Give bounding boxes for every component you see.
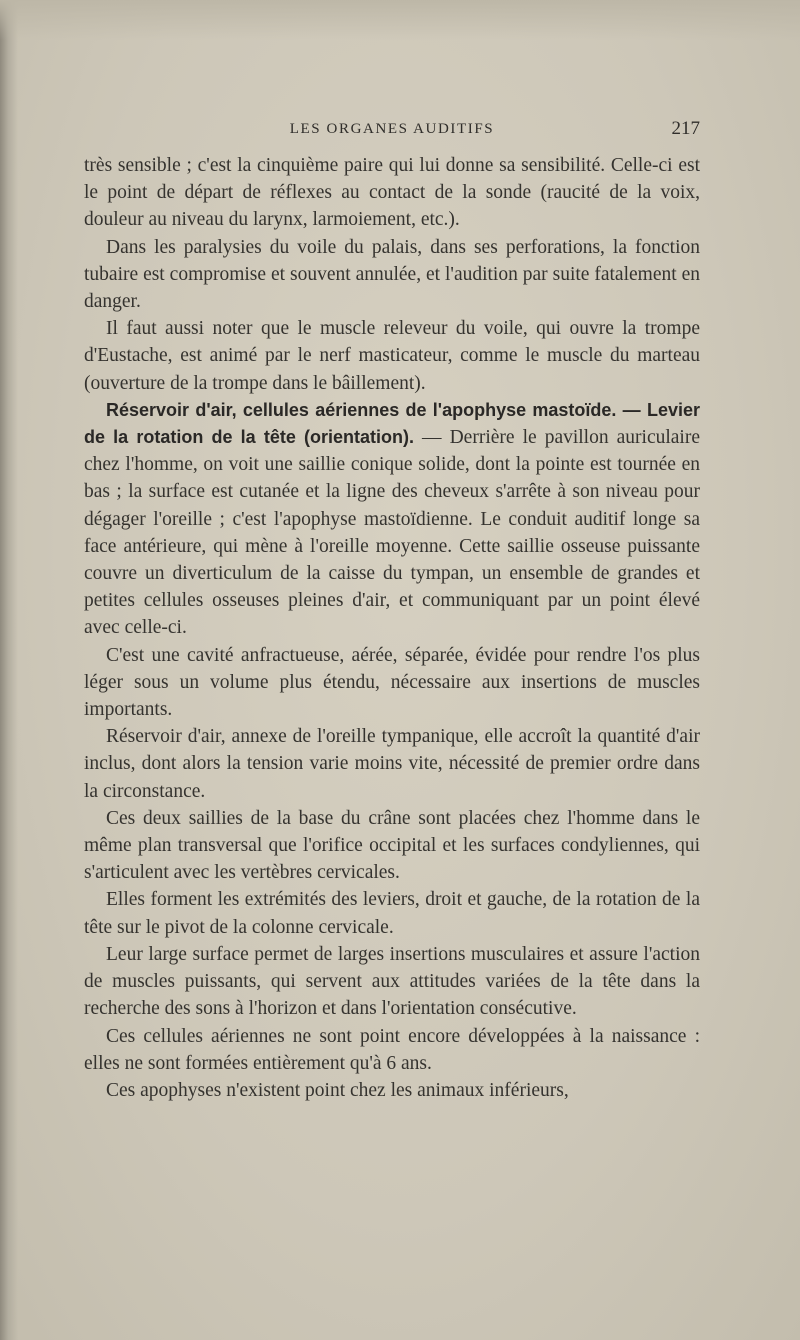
page-binding-shadow <box>0 0 18 1340</box>
section-heading: Réservoir d'air, cellules aériennes de l'apophyse mastoïde. — Levier de la rotation de la tête (orientation). <box>84 399 700 448</box>
paragraph: Ces deux saillies de la base du crâne sont placées chez l'homme dans le même plan transversal que l'orifice occipital et les surfaces condyliennes, qui s'articulent avec les vertèbres cervicales. <box>84 807 700 884</box>
paragraph: Leur large surface permet de larges insertions musculaires et assure l'action de muscles puissants, qui servent aux attitudes variées de la tête dans la recherche des sons à l'horizon et dans l'orientation consécutive. <box>84 943 700 1020</box>
paragraph-continued: très sensible ; c'est la cinquième paire qui lui donne sa sensibilité. Celle-ci est le point de départ de réflexes au contact de la sonde (raucité de la voix, douleur au niveau du larynx, larmoiement, etc.). <box>84 155 700 231</box>
paragraph: Dans les paralysies du voile du palais, dans ses perforations, la fonction tubaire est compromise et souvent annulée, et l'audition par suite fatalement en danger. <box>84 236 700 313</box>
paragraph: Ces apophyses n'existent point chez les animaux inférieurs, <box>106 1079 569 1101</box>
paragraph: C'est une cavité anfractueuse, aérée, séparée, évidée pour rendre l'os plus léger sous un volume plus étendu, nécessaire aux insertions de muscles importants. <box>84 644 700 721</box>
body-text <box>84 152 700 1104</box>
paragraph: Réservoir d'air, annexe de l'oreille tympanique, elle accroît la quantité d'air inclus, dont alors la tension varie moins vite, nécessité de premier ordre dans la circonstance. <box>84 726 700 802</box>
section-text: — Derrière le pavillon auriculaire chez l'homme, on voit une saillie conique solide, dont la pointe est tournée en bas ; la surface est cutanée et la ligne des cheveux s'arrête à son niveau pour dégager l'oreille ; c'est l'apophyse mastoïdienne. Le conduit auditif longe sa face antérieure, qui mène à l'oreille moyenne. Cette saillie osseuse puissante couvre un diverticulum de la caisse du tympan, un ensemble de grandes et petites cellules osseuses pleines d'air, et communiquant par un point élevé avec celle-ci. <box>84 427 700 639</box>
running-head: LES ORGANES AUDITIFS <box>289 121 495 137</box>
paragraph: Il faut aussi noter que le muscle releveur du voile, qui ouvre la trompe d'Eustache, est animé par le nerf masticateur, comme le muscle du marteau (ouverture de la trompe dans le bâillement). <box>84 318 700 394</box>
page-number: 217 <box>671 118 700 139</box>
paragraph: Elles forment les extrémités des leviers, droit et gauche, de la rotation de la tête sur le pivot de la colonne cervicale. <box>84 889 700 938</box>
page-top-shadow <box>0 0 800 40</box>
page-header <box>84 116 700 142</box>
section-paragraph <box>84 397 700 642</box>
paragraph: Ces cellules aériennes ne sont point encore développées à la naissance : elles ne sont formées entièrement qu'à 6 ans. <box>84 1025 700 1074</box>
